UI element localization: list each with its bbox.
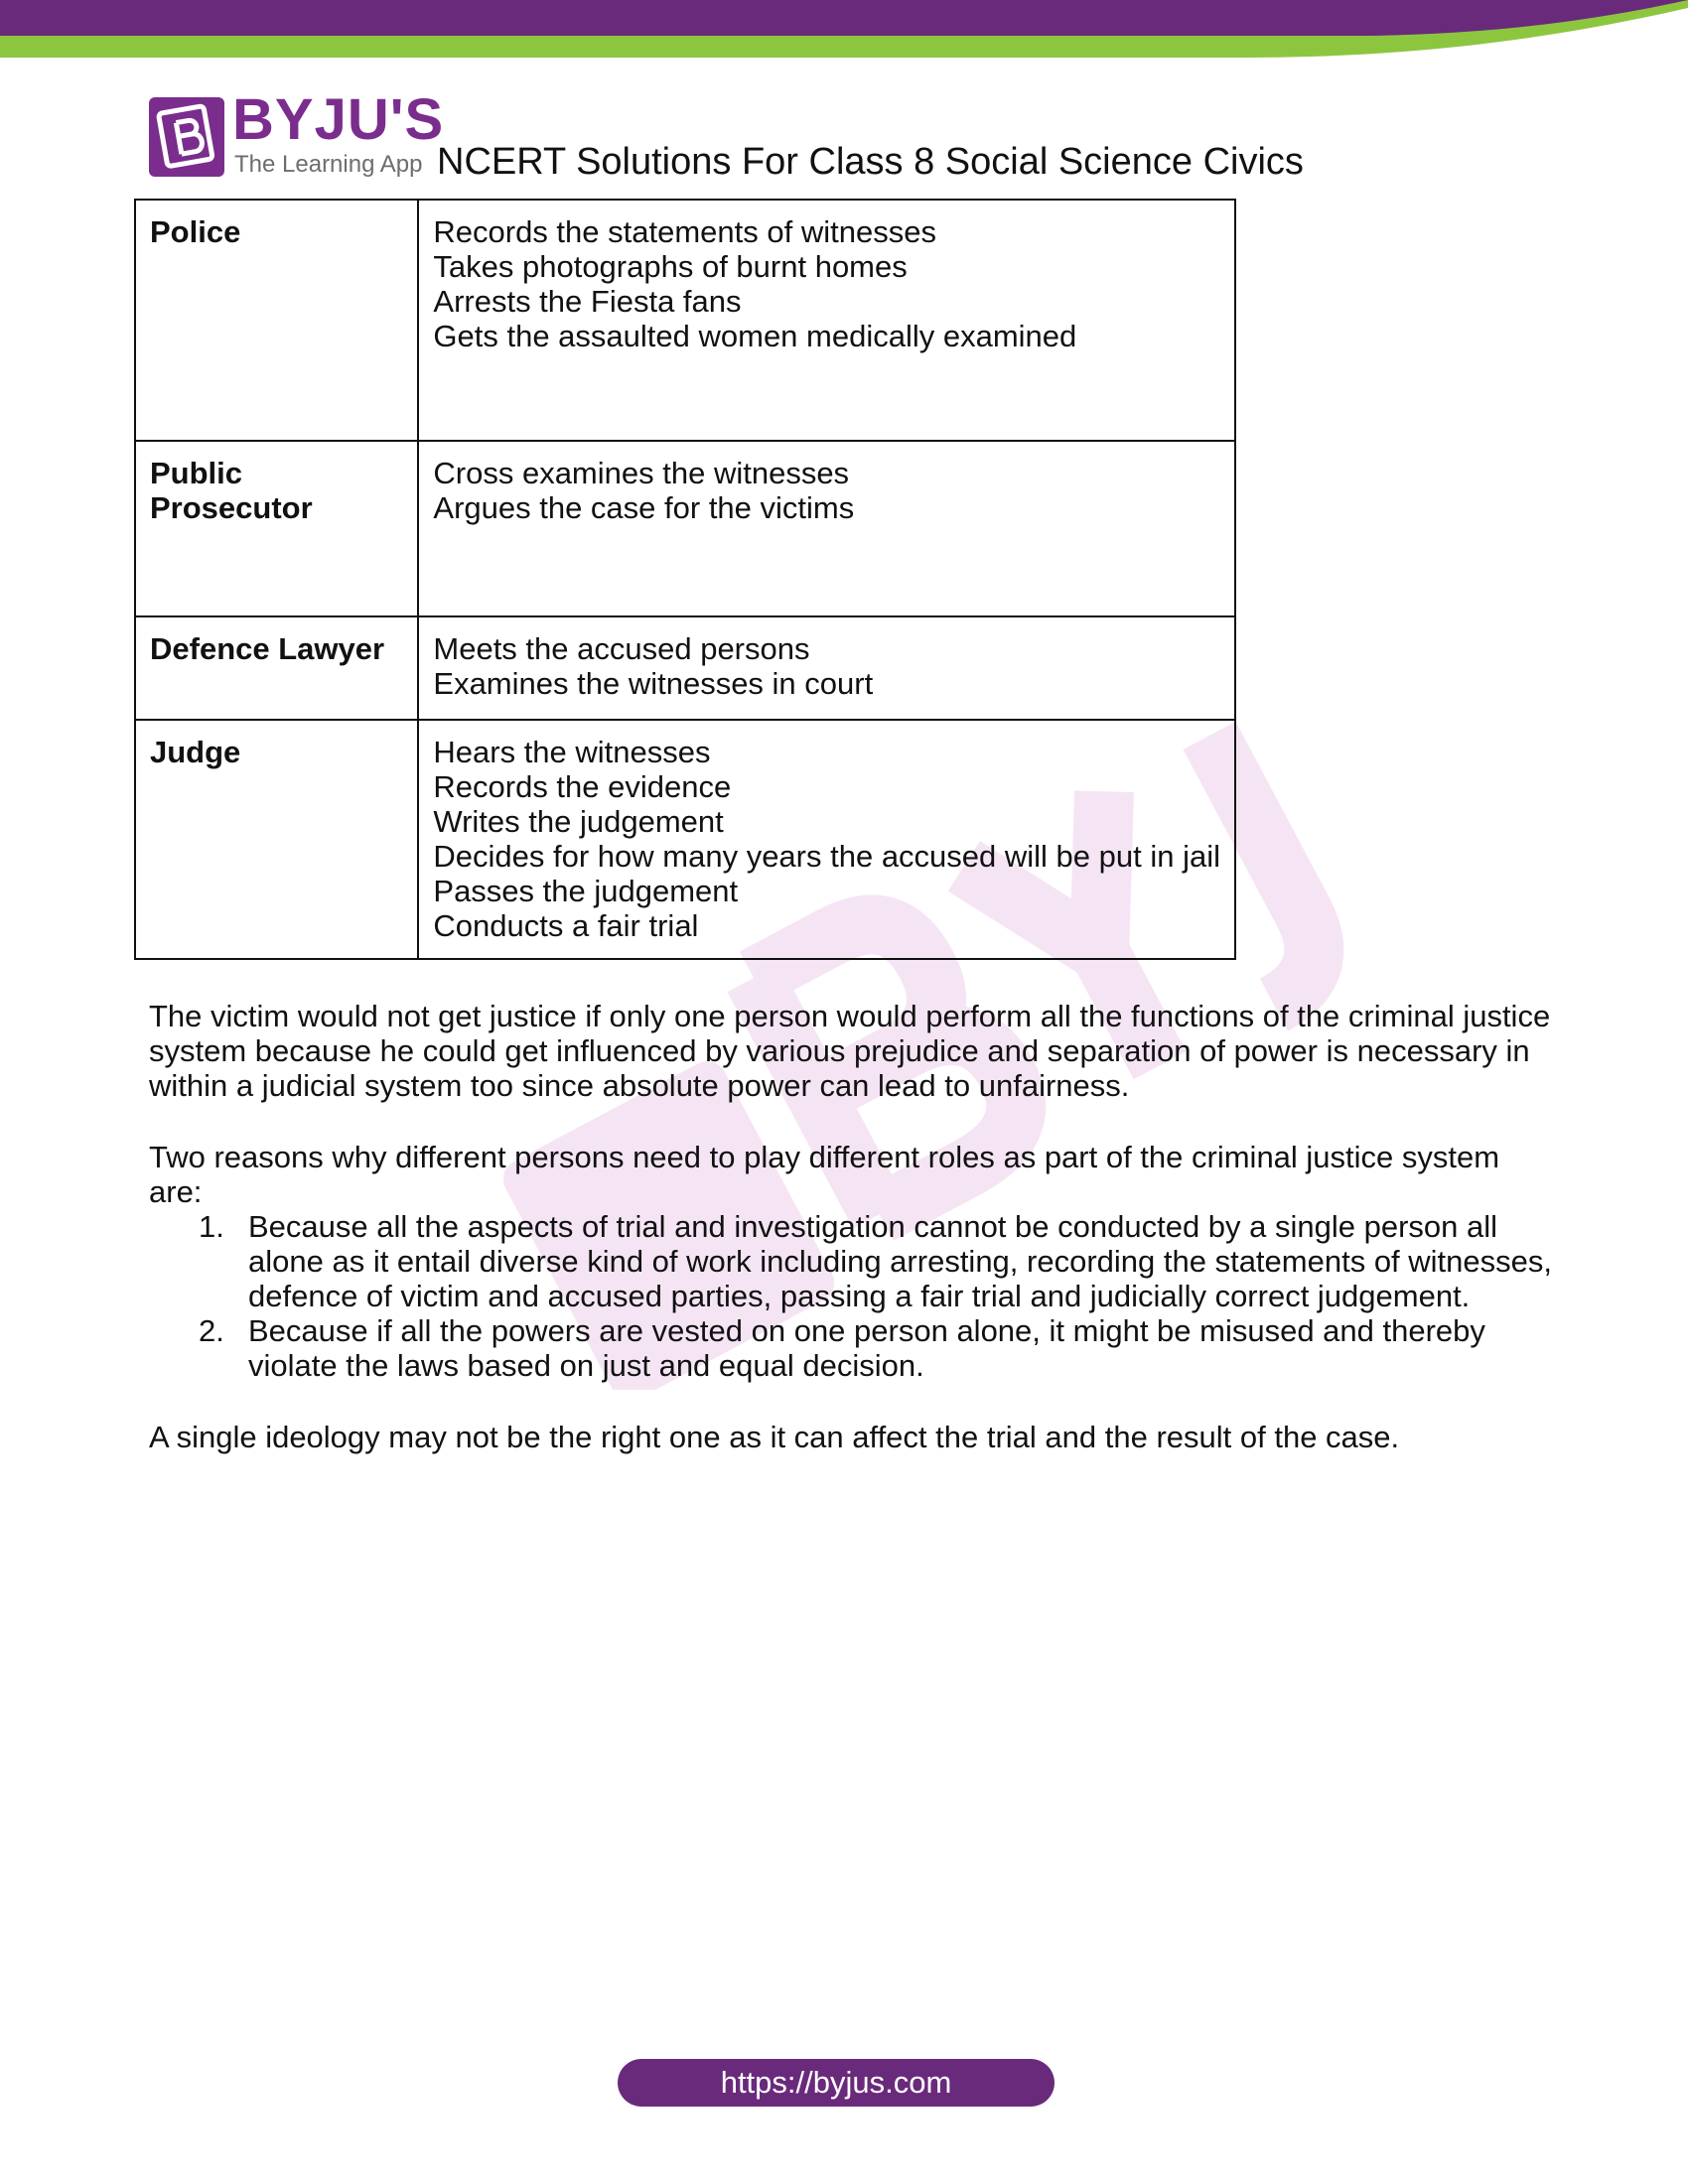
duty-line: Meets the accused persons [433,631,810,666]
table-row [135,200,1235,441]
role-cell: Police [135,200,418,441]
list-text: Because if all the powers are vested on one person alone, it might be misused and thereby violate the laws based on just and equal decision. [248,1313,1485,1383]
table-row [135,616,1235,720]
role-cell: Public Prosecutor [135,441,418,616]
document-title: NCERT Solutions For Class 8 Social Science Civics [437,141,1304,183]
list-number: 2. [199,1313,224,1348]
duty-line: Passes the judgement [433,874,739,908]
role-cell: Judge [135,720,418,959]
footer-url-link[interactable]: https://byjus.com [618,2059,1055,2107]
brand-name: BYJU'S [232,87,445,152]
duty-line: Records the statements of witnesses [433,214,936,249]
list-item [149,1313,1559,1383]
role-cell: Defence Lawyer [135,616,418,720]
duty-line: Writes the judgement [433,804,724,839]
duty-line: Conducts a fair trial [433,908,699,943]
duties-cell [418,200,1235,441]
header-band [0,0,1688,60]
list-item [149,1209,1559,1313]
brand-tagline: The Learning App [234,151,423,178]
paragraph-ideology: A single ideology may not be the right one as it can affect the trial and the result of the case. [149,1420,1400,1454]
duty-line: Takes photographs of burnt homes [433,249,908,284]
duty-line: Arrests the Fiesta fans [433,284,742,319]
table-row [135,720,1235,959]
table-row [135,441,1235,616]
reasons-list [149,1209,1559,1383]
paragraph-reasons-intro: Two reasons why different persons need to play different roles as part of the criminal justice system are: [149,1140,1500,1209]
duty-line: Hears the witnesses [433,735,711,769]
list-text: Because all the aspects of trial and investigation cannot be conducted by a single person all alone as it entail diverse kind of work including arresting, recording the statements of witnesses, defence of victim and accused parties, passing a fair trial and judicially correct judgement. [248,1209,1553,1313]
duties-cell [418,441,1235,616]
duty-line: Cross examines the witnesses [433,456,850,490]
duty-line: Records the evidence [433,769,732,804]
duties-cell [418,616,1235,720]
duty-line: Decides for how many years the accused will be put in jail [433,839,1220,874]
byjus-logo-icon [149,97,224,177]
duties-cell [418,720,1235,959]
paragraph-justice: The victim would not get justice if only one person would perform all the functions of the criminal justice system because he could get influenced by various prejudice and separation of power is necessary in within a judicial system too since absolute power can lead to unfairness. [149,999,1551,1103]
duty-line: Gets the assaulted women medically examined [433,319,1077,353]
list-number: 1. [199,1209,224,1244]
duty-line: Examines the witnesses in court [433,666,874,701]
duty-line: Argues the case for the victims [433,490,855,525]
roles-table [134,199,1236,960]
